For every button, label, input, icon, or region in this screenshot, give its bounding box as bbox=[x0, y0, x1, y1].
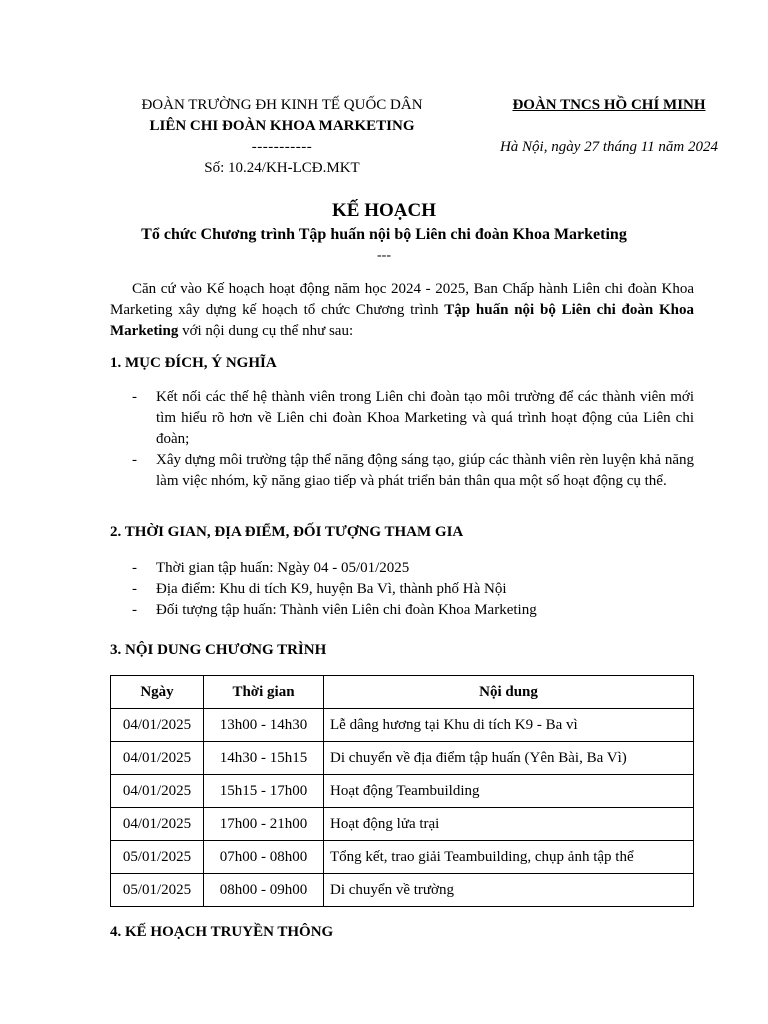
title-separator: --- bbox=[377, 248, 391, 263]
table-row bbox=[111, 742, 694, 775]
bullet-item bbox=[110, 600, 694, 621]
header-right bbox=[470, 95, 748, 158]
header-left-divider: ----------- bbox=[251, 139, 313, 155]
bullet-item bbox=[110, 558, 694, 579]
intro-text-bold: Tập huấn nội bộ Liên chi đoàn Khoa Marketing bbox=[110, 302, 694, 339]
bullet-text: Thời gian tập huấn: Ngày 04 - 05/01/2025 bbox=[156, 560, 410, 576]
section-2-heading: 2. THỜI GIAN, ĐỊA ĐIỂM, ĐỐI TƯỢNG THAM GIA bbox=[110, 524, 464, 540]
cell-date: 05/01/2025 bbox=[111, 874, 204, 907]
bullet-dash: - bbox=[132, 560, 137, 576]
section-1-bullets bbox=[110, 387, 694, 492]
cell-date: 04/01/2025 bbox=[111, 742, 204, 775]
cell-time: 13h00 - 14h30 bbox=[204, 709, 324, 742]
column-header-time: Thời gian bbox=[204, 676, 324, 709]
cell-time: 08h00 - 09h00 bbox=[204, 874, 324, 907]
bullet-text: Xây dựng môi trường tập thể năng động sáng tạo, giúp các thành viên rèn luyện khả năng làm việc nhóm, kỹ năng giao tiếp và phát triển bản thân qua một số hoạt động cụ thể. bbox=[156, 452, 694, 489]
table-row bbox=[111, 874, 694, 907]
intro-text-2: với nội dung cụ thể như sau: bbox=[178, 323, 354, 339]
cell-content: Di chuyển về trường bbox=[324, 874, 694, 907]
bullet-dash: - bbox=[132, 452, 137, 468]
cell-date: 04/01/2025 bbox=[111, 709, 204, 742]
bullet-item bbox=[110, 387, 694, 450]
bullet-dash: - bbox=[132, 602, 137, 618]
cell-date: 04/01/2025 bbox=[111, 808, 204, 841]
table-row bbox=[111, 709, 694, 742]
intro-text-1: Căn cứ vào Kế hoạch hoạt động năm học 2024 - 2025, Ban Chấp hành Liên chi đoàn Khoa Marketing xây dựng kế hoạch tổ chức Chương trình bbox=[110, 281, 694, 318]
bullet-text: Kết nối các thế hệ thành viên trong Liên chi đoàn tạo môi trường để các thành viên mới tìm hiểu rõ hơn về Liên chi đoàn Khoa Marketing và quá trình hoạt động của Liên chi đoàn; bbox=[156, 389, 694, 447]
table-row bbox=[111, 841, 694, 874]
bullet-dash: - bbox=[132, 581, 137, 597]
cell-time: 07h00 - 08h00 bbox=[204, 841, 324, 874]
header-right-org: ĐOÀN TNCS HỒ CHÍ MINH bbox=[512, 97, 706, 113]
bullet-dash: - bbox=[132, 389, 137, 405]
header-left-unit: LIÊN CHI ĐOÀN KHOA MARKETING bbox=[149, 118, 415, 134]
section-2-bullets bbox=[110, 558, 694, 621]
document-date: Hà Nội, ngày 27 tháng 11 năm 2024 bbox=[499, 139, 719, 155]
cell-content: Hoạt động Teambuilding bbox=[324, 775, 694, 808]
bullet-text: Đối tượng tập huấn: Thành viên Liên chi đoàn Khoa Marketing bbox=[156, 602, 537, 618]
table-row bbox=[111, 775, 694, 808]
cell-content: Tổng kết, trao giải Teambuilding, chụp ảnh tập thể bbox=[324, 841, 694, 874]
cell-content: Di chuyển về địa điểm tập huấn (Yên Bài, Ba Vì) bbox=[324, 742, 694, 775]
section-1-heading: 1. MỤC ĐÍCH, Ý NGHĨA bbox=[110, 355, 277, 371]
table-row bbox=[111, 808, 694, 841]
cell-time: 17h00 - 21h00 bbox=[204, 808, 324, 841]
cell-content: Lễ dâng hương tại Khu di tích K9 - Ba vì bbox=[324, 709, 694, 742]
column-header-content: Nội dung bbox=[324, 676, 694, 709]
cell-content: Hoạt động lửa trại bbox=[324, 808, 694, 841]
column-header-date: Ngày bbox=[111, 676, 204, 709]
document-subtitle: Tổ chức Chương trình Tập huấn nội bộ Liên chi đoàn Khoa Marketing bbox=[141, 226, 627, 243]
schedule-table bbox=[110, 675, 694, 907]
intro-paragraph bbox=[110, 279, 694, 342]
cell-date: 05/01/2025 bbox=[111, 841, 204, 874]
document-title: KẾ HOẠCH bbox=[332, 200, 436, 221]
section-4-heading: 4. KẾ HOẠCH TRUYỀN THÔNG bbox=[110, 924, 334, 940]
table-header-row bbox=[111, 676, 694, 709]
bullet-item bbox=[110, 579, 694, 600]
section-3-heading: 3. NỘI DUNG CHƯƠNG TRÌNH bbox=[110, 642, 327, 658]
cell-date: 04/01/2025 bbox=[111, 775, 204, 808]
bullet-text: Địa điểm: Khu di tích K9, huyện Ba Vì, thành phố Hà Nội bbox=[156, 581, 507, 597]
cell-time: 14h30 - 15h15 bbox=[204, 742, 324, 775]
cell-time: 15h15 - 17h00 bbox=[204, 775, 324, 808]
header-left-org: ĐOÀN TRƯỜNG ĐH KINH TẾ QUỐC DÂN bbox=[141, 97, 423, 113]
bullet-item bbox=[110, 450, 694, 492]
document-number: Số: 10.24/KH-LCĐ.MKT bbox=[204, 160, 360, 176]
header-left bbox=[110, 95, 454, 179]
